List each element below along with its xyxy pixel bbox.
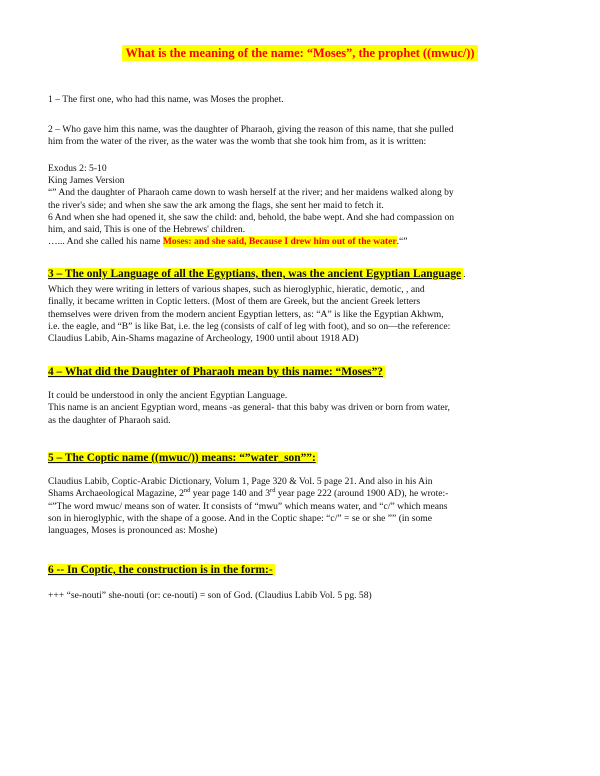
section-4-heading: 4 – What did the Daughter of Pharaoh mean by this name: “Moses”? xyxy=(48,366,383,378)
point-1 xyxy=(48,94,558,106)
section-3-line-1: Which they were writing in letters of various shapes, such as hieroglyphic, hieratic, demotic, , and xyxy=(48,284,425,296)
section-4-line-2: This name is an ancient Egyptian word, means -as general- that this baby was driven or born from water, xyxy=(48,402,450,414)
section-5-line-2-a: Shams Archaeological Magazine, 2 xyxy=(48,488,184,500)
section-6-heading-line xyxy=(48,564,558,577)
section-5 xyxy=(48,452,558,537)
section-6-line-1: +++ “se-nouti” she-nouti (or: ce-nouti) = son of God. (Claudius Labib Vol. 5 pg. 58) xyxy=(48,590,372,602)
section-5-line-2-c: year page 222 (around 1900 AD), he wrote:- xyxy=(275,488,449,500)
section-4 xyxy=(48,366,558,427)
section-6 xyxy=(48,564,558,602)
point-1-text: 1 – The first one, who had this name, was Moses the prophet. xyxy=(48,94,284,105)
section-5-line-2 xyxy=(48,488,558,500)
scripture-line-5 xyxy=(48,236,558,248)
section-3-heading-tail: . xyxy=(463,269,466,280)
point-2 xyxy=(48,124,558,148)
ordinal-nd: nd xyxy=(183,487,191,495)
section-5-heading: 5 – The Coptic name ((mwuc/)) means: “”water_son””: xyxy=(48,452,316,464)
section-3-line-5: Claudius Labib, Ain-Shams magazine of Archeology, 1900 until about 1918 AD) xyxy=(48,333,359,345)
section-3-heading-line xyxy=(48,268,558,281)
page-title xyxy=(0,44,600,62)
scripture-line-2: the river's side; and when she saw the ark among the flags, she sent her maid to fetch it. xyxy=(48,199,384,211)
section-4-line-3: as the daughter of Pharaoh said. xyxy=(48,414,171,426)
section-3-line-2: finally, it became written in Coptic letters. (Most of them are Greek, but the ancient Greek letters xyxy=(48,296,421,308)
point-2-line-2: him from the water of the river, as the water was the womb that she took him from, as it is written: xyxy=(48,136,427,148)
section-5-heading-line xyxy=(48,452,558,465)
scripture-line-4: him, and said, This is one of the Hebrews' children. xyxy=(48,224,246,236)
section-5-line-1: Claudius Labib, Coptic-Arabic Dictionary, Volum 1, Page 320 & Vol. 5 page 21. And also in his Ain xyxy=(48,476,433,488)
section-3-line-4: i.e. the eagle, and “B” is like Bat, i.e. the leg (consists of calf of leg with foot), and so on—the reference: xyxy=(48,320,451,332)
scripture-line-5-post: .“” xyxy=(396,236,408,248)
scripture-quote xyxy=(48,163,558,248)
section-5-line-4: son in hieroglyphic, with the shape of a goose. And in the Coptic shape: “c/” = se or she ”” (in some xyxy=(48,512,433,524)
scripture-line-3: 6 And when she had opened it, she saw the child: and, behold, the babe wept. And she had compassion on xyxy=(48,211,455,223)
section-3-line-3: themselves were driven from the modern ancient Egyptian letters, as: “A” is like the Egyptian Akhwm, xyxy=(48,308,444,320)
section-5-line-3: “”The word mwuc/ means son of water. It consists of “mwu” which means water, and “c/” which means xyxy=(48,500,448,512)
section-3 xyxy=(48,268,558,345)
title-text: What is the meaning of the name: “Moses”, the prophet ((mwuc/)) xyxy=(122,45,477,61)
scripture-line-1: “” And the daughter of Pharaoh came down to wash herself at the river; and her maidens walked along by xyxy=(48,187,454,199)
scripture-highlight: Moses: and she said, Because I drew him out of the water xyxy=(162,236,397,248)
section-5-line-5: languages, Moses is pronounced as: Moshe) xyxy=(48,525,218,537)
section-4-heading-line xyxy=(48,366,558,379)
ordinal-rd: rd xyxy=(270,487,276,495)
section-3-heading: 3 – The only Language of all the Egyptians, then, was the ancient Egyptian Language xyxy=(48,268,462,280)
section-5-line-2-b: year page 140 and 3 xyxy=(190,488,271,500)
scripture-ref: Exodus 2: 5-10 xyxy=(48,163,107,174)
section-4-line-1: It could be understood in only the ancient Egyptian Language. xyxy=(48,390,288,402)
section-6-heading: 6 -- In Coptic, the construction is in the form:- xyxy=(48,564,273,576)
scripture-version: King James Version xyxy=(48,175,125,187)
point-2-line-1: 2 – Who gave him this name, was the daughter of Pharaoh, giving the reason of this name, that she pulled xyxy=(48,124,454,135)
scripture-line-5-pre: …... And she called his name xyxy=(48,236,163,248)
